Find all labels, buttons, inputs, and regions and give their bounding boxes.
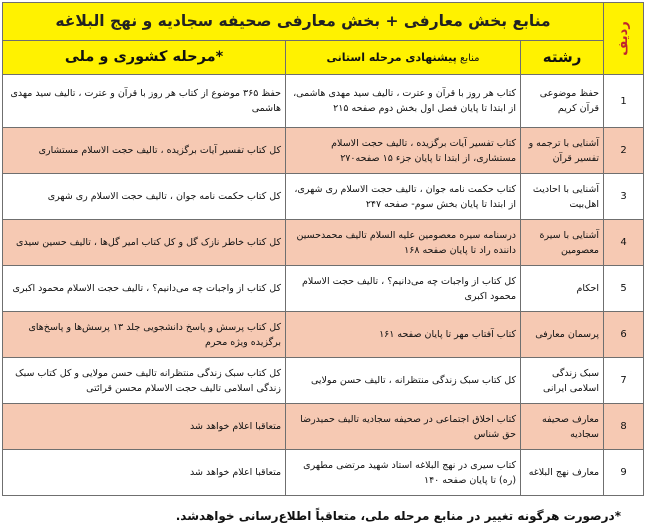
provincial-source-cell: کتاب سیری در نهج البلاغه استاد شهید مرتضی مطهری (ره) تا پایان صفحه ۱۴۰ (286, 450, 521, 496)
provincial-source-cell: کل کتاب از واجبات چه می‌دانیم؟ ، تالیف حجت الاسلام محمود اکبری (286, 266, 521, 312)
field-name-cell: سبک زندگی اسلامی ایرانی (521, 358, 604, 404)
national-source-cell: کل کتاب خاطر نازک گل و کل کتاب امیر گل‌ها ، تالیف حسین سیدی (3, 220, 286, 266)
provincial-source-cell: کتاب هر روز با قرآن و عترت ، تالیف سید مهدی هاشمی، از ابتدا تا پایان فصل اول بخش دوم صفحه ۲۱۵ (286, 75, 521, 128)
provincial-source-cell: کتاب تفسیر آیات برگزیده ، تالیف حجت الاسلام مستشاری، از ابتدا تا پایان جزء ۱۵ صفحه۲۷۰ (286, 128, 521, 174)
provincial-source-cell: کتاب اخلاق اجتماعی در صحیفه سجادیه تالیف حمیدرضا حق شناس (286, 404, 521, 450)
national-source-cell: حفظ ۳۶۵ موضوع از کتاب هر روز با قرآن و عترت ، تالیف سید مهدی هاشمی (3, 75, 286, 128)
row-number: 4 (604, 220, 644, 266)
sources-table-container (2, 2, 643, 523)
table-row (3, 358, 644, 404)
field-name-cell: معارف صحیفه سجادیه (521, 404, 604, 450)
table-row (3, 128, 644, 174)
row-number: 3 (604, 174, 644, 220)
footnote: *درصورت هرگونه تغییر در منابع مرحله ملی، متعاقباً اطلاع‌رسانی خواهدشد. (175, 509, 621, 523)
national-source-cell: کل کتاب حکمت نامه جوان ، تالیف حجت الاسلام ری شهری (3, 174, 286, 220)
table-title: منابع بخش معارفی + بخش معارفی صحیفه سجادیه و نهج البلاغه (3, 3, 604, 41)
sources-table (2, 2, 644, 496)
field-name-cell: پرسمان معارفی (521, 312, 604, 358)
national-column-header: *مرحله کشوری و ملی (3, 41, 286, 75)
row-number: 5 (604, 266, 644, 312)
national-source-cell: متعاقبا اعلام خواهد شد (3, 404, 286, 450)
row-number: 2 (604, 128, 644, 174)
table-row (3, 174, 644, 220)
field-name-cell: آشنایی با ترجمه و تفسیر قرآن (521, 128, 604, 174)
provincial-source-cell: کتاب آفتاب مهر تا پایان صفحه ۱۶۱ (286, 312, 521, 358)
national-source-cell: کل کتاب پرسش و پاسخ دانشجویی جلد ۱۳ پرسش‌ها و پاسخ‌های برگزیده ویژه محرم (3, 312, 286, 358)
field-name-cell: آشنایی با احادیث اهل‌بیت (521, 174, 604, 220)
table-row (3, 266, 644, 312)
field-name-cell: معارف نهج البلاغه (521, 450, 604, 496)
national-source-cell: کل کتاب از واجبات چه می‌دانیم؟ ، تالیف حجت الاسلام محمود اکبری (3, 266, 286, 312)
national-source-cell: متعاقبا اعلام خواهد شد (3, 450, 286, 496)
title-row (3, 3, 644, 41)
field-name-cell: آشنایی با سیرة معصومین (521, 220, 604, 266)
provincial-source-cell: کل کتاب سبک زندگی منتظرانه ، تالیف حسن مولایی (286, 358, 521, 404)
national-source-cell: کل کتاب تفسیر آیات برگزیده ، تالیف حجت الاسلام مستشاری (3, 128, 286, 174)
row-number: 6 (604, 312, 644, 358)
row-number: 7 (604, 358, 644, 404)
provincial-column-header (286, 41, 521, 75)
field-name-cell: احکام (521, 266, 604, 312)
provincial-prefix: منابع (460, 52, 480, 64)
provincial-source-cell: درسنامه سیره معصومین علیه السلام تالیف محمدحسین داننده راد تا پایان صفحه ۱۶۸ (286, 220, 521, 266)
table-row (3, 75, 644, 128)
provincial-source-cell: کتاب حکمت نامه جوان ، تالیف حجت الاسلام ری شهری، از ابتدا تا پایان بخش سوم- صفحه ۲۴۷ (286, 174, 521, 220)
radif-header: ردیف (604, 3, 644, 75)
field-column-header: رشته (521, 41, 604, 75)
row-number: 9 (604, 450, 644, 496)
field-name-cell: حفظ موضوعی قرآن کریم (521, 75, 604, 128)
column-header-row (3, 41, 644, 75)
table-row (3, 450, 644, 496)
row-number: 1 (604, 75, 644, 128)
table-row (3, 404, 644, 450)
table-row (3, 220, 644, 266)
row-number: 8 (604, 404, 644, 450)
national-source-cell: کل کتاب سبک زندگی منتظرانه تالیف حسن مولایی و کل کتاب سبک زندگی اسلامی تالیف حجت الاسلام محسن قرائتی (3, 358, 286, 404)
table-row (3, 312, 644, 358)
provincial-label: پیشنهادی مرحله استانی (326, 50, 457, 64)
